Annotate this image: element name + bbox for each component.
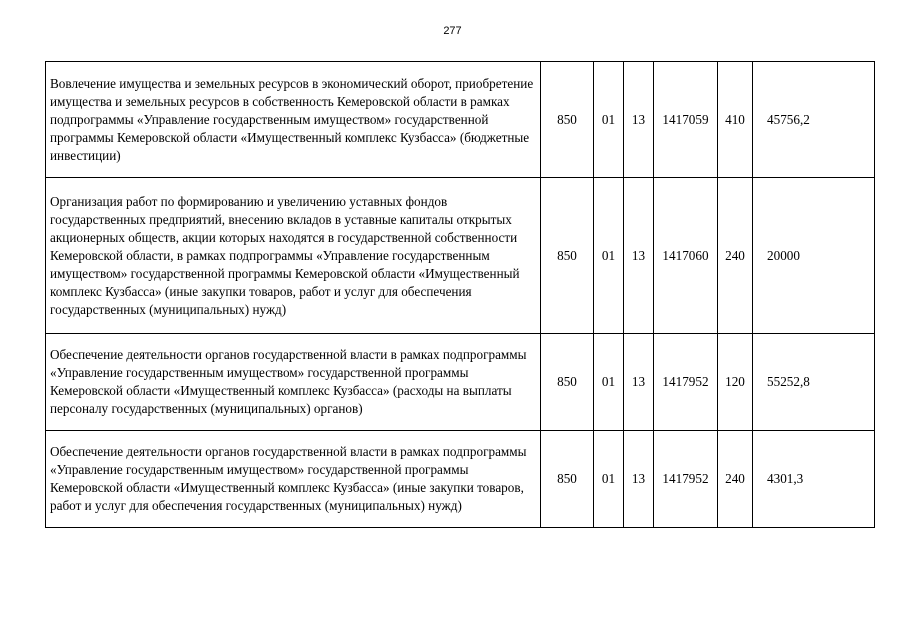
target-code: 1417952 xyxy=(654,431,718,528)
subsection-code: 13 xyxy=(624,62,654,178)
section-code: 01 xyxy=(594,431,624,528)
section-code: 01 xyxy=(594,334,624,431)
amount: 45756,2 xyxy=(753,62,875,178)
expense-type-code: 240 xyxy=(718,431,753,528)
amount: 20000 xyxy=(753,178,875,334)
ministry-code: 850 xyxy=(541,62,594,178)
target-code: 1417060 xyxy=(654,178,718,334)
amount: 4301,3 xyxy=(753,431,875,528)
row-description: Вовлечение имущества и земельных ресурсов в экономический оборот, приобретение имущества и земельных ресурсов в собственность Кемеровской области в рамках подпрограммы «Управление государственным имуществом» государственной программы Кемеровской области «Имущественный комплекс Кузбасса» (бюджетные инвестиции) xyxy=(46,62,541,178)
table-row xyxy=(46,178,875,334)
target-code: 1417059 xyxy=(654,62,718,178)
table-row xyxy=(46,62,875,178)
subsection-code: 13 xyxy=(624,431,654,528)
ministry-code: 850 xyxy=(541,334,594,431)
ministry-code: 850 xyxy=(541,431,594,528)
target-code: 1417952 xyxy=(654,334,718,431)
expense-type-code: 410 xyxy=(718,62,753,178)
ministry-code: 850 xyxy=(541,178,594,334)
section-code: 01 xyxy=(594,178,624,334)
subsection-code: 13 xyxy=(624,334,654,431)
subsection-code: 13 xyxy=(624,178,654,334)
page-number: 277 xyxy=(443,25,462,37)
row-description: Организация работ по формированию и увеличению уставных фондов государственных предприятий, внесению вкладов в уставные капиталы открытых акционерных обществ, акции которых находятся в государственной собственности Кемеровской области, в рамках подпрограммы «Управление государственным имуществом» государственной программы Кемеровской области «Имущественный комплекс Кузбасса» (иные закупки товаров, работ и услуг для обеспечения государственных (муниципальных) нужд) xyxy=(46,178,541,334)
table-row xyxy=(46,431,875,528)
budget-table xyxy=(45,61,875,528)
section-code: 01 xyxy=(594,62,624,178)
row-description: Обеспечение деятельности органов государственной власти в рамках подпрограммы «Управление государственным имуществом» государственной программы Кемеровской области «Имущественный комплекс Кузбасса» (расходы на выплаты персоналу государственных (муниципальных) органов) xyxy=(46,334,541,431)
expense-type-code: 120 xyxy=(718,334,753,431)
expense-type-code: 240 xyxy=(718,178,753,334)
row-description: Обеспечение деятельности органов государственной власти в рамках подпрограммы «Управление государственным имуществом» государственной программы Кемеровской области «Имущественный комплекс Кузбасса» (иные закупки товаров, работ и услуг для обеспечения государственных (муниципальных) нужд) xyxy=(46,431,541,528)
amount: 55252,8 xyxy=(753,334,875,431)
table-row xyxy=(46,334,875,431)
